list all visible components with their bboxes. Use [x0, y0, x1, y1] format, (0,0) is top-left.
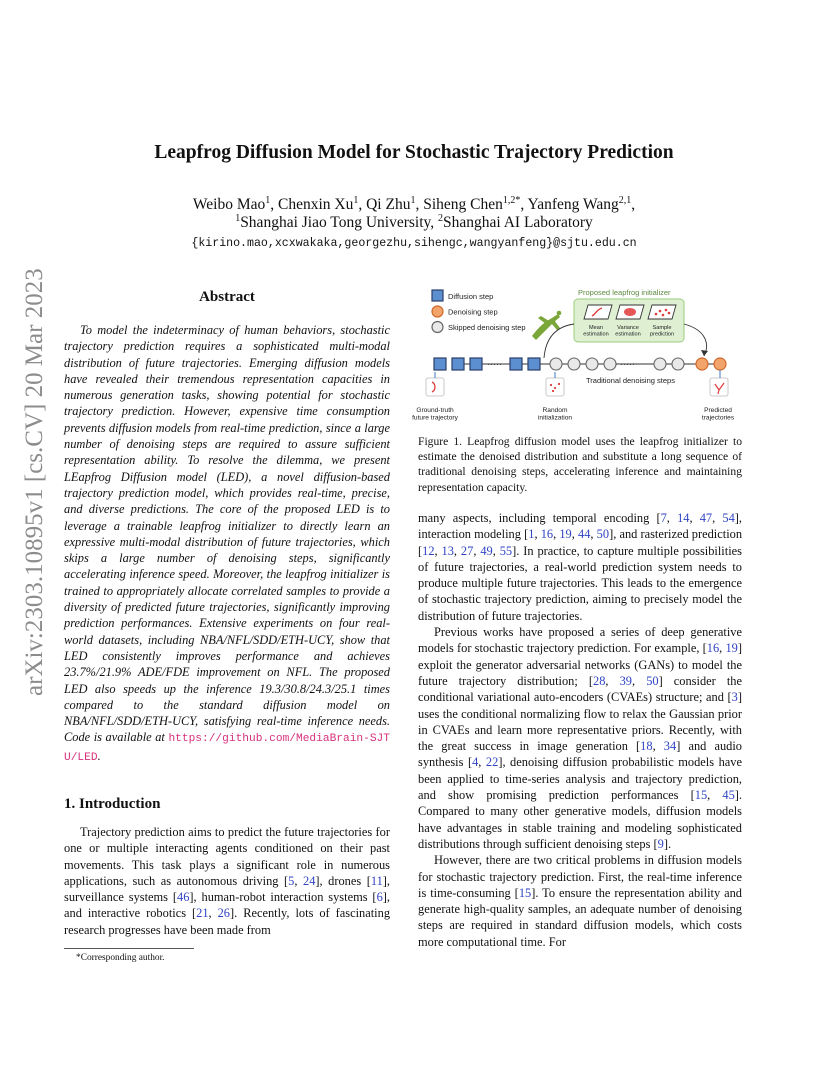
citation-link[interactable]: 15 [518, 885, 532, 900]
text-run: , [719, 641, 726, 656]
text-run: , [294, 873, 303, 888]
body-paragraph-1 [418, 510, 742, 624]
body-paragraph-2 [418, 624, 742, 852]
text-run: ], denoising diffusion probabilistic models have been applied to time-series analysis and trajectory prediction, and show promising prediction performances [ [418, 755, 742, 803]
text-run: , [473, 543, 481, 558]
abstract-body [64, 322, 390, 766]
text-run: ]. In practice, to capture multiple possibilities of future trajectories, a real-world prediction system needs to produce multiple future trajectories. This leads to the emergence of stochastic trajectory prediction, aiming to precisely model the distribution of future trajectories. [418, 543, 742, 623]
citation-link[interactable]: 15 [694, 788, 708, 803]
predicted-label: Predicted trajectories [701, 407, 735, 422]
citation-link[interactable]: 14 [677, 511, 690, 525]
arxiv-stamp [14, 268, 50, 700]
affiliation-name: Shanghai Jiao Tong University, [240, 214, 439, 231]
text-run: However, there are two critical problems in diffusion models for stochastic trajectory prediction. First, the real-time inference is time-consuming [ [418, 853, 742, 900]
body-paragraph-3 [418, 852, 742, 950]
citation-link[interactable]: 12 [422, 543, 435, 558]
citation-link[interactable]: 49 [480, 543, 493, 558]
citation-link[interactable]: 11 [370, 873, 383, 888]
text-run: ]. Recently, lots of fascinating research progresses have been made from [64, 906, 391, 937]
sample-prediction-panel [648, 305, 676, 319]
citation-link[interactable]: 39 [619, 673, 632, 688]
legend-skipped-label: Skipped denoising step [448, 323, 526, 332]
citation-link[interactable]: 44 [578, 527, 591, 542]
citation-link[interactable]: 19 [725, 641, 738, 656]
text-run: ], and interactive robotics [ [64, 890, 390, 921]
paper-title: Leapfrog Diffusion Model for Stochastic Trajectory Prediction [154, 142, 674, 163]
skipped-step [604, 358, 616, 370]
affiliation-list [0, 214, 828, 232]
text-run: ], interaction modeling [ [418, 511, 742, 542]
footnote: *Corresponding author. [76, 953, 165, 963]
text-run: ] exploit the generator adversarial networks (GANs) to model the future trajectory distribution; [ [418, 641, 742, 688]
legend-denoising-swatch [432, 306, 443, 317]
text-run: , [453, 543, 461, 558]
initializer-title: Proposed leapfrog initializer [578, 288, 671, 297]
author-affiliation-mark: 1,2* [502, 194, 521, 206]
author-name: Qi Zhu [366, 196, 411, 213]
text-run: , [689, 511, 700, 525]
citation-link[interactable]: 19 [559, 527, 572, 542]
diffusion-step [510, 358, 522, 370]
text-run: , [605, 673, 620, 688]
skipped-step [550, 358, 562, 370]
author-name: Siheng Chen [423, 196, 503, 213]
figure-1 [412, 284, 744, 430]
skipped-step [654, 358, 666, 370]
citation-link[interactable]: 6 [376, 890, 383, 905]
author-name: Chenxin Xu [278, 196, 354, 213]
text-run: , [632, 673, 647, 688]
text-run: ] uses the conditional normalizing flow to relax the Gaussian prior in CVAEs and learn more representative priors. Recently, with the great success in image generation [ [418, 690, 742, 754]
intro-paragraph-1 [64, 824, 390, 938]
text-run: Previous works have proposed a series of deep generative models for stochastic trajectory prediction. For example, [ [418, 625, 742, 656]
right-column-body [418, 510, 742, 950]
text-run: , [666, 511, 678, 525]
text-run: , [434, 543, 442, 558]
citation-link[interactable]: 47 [699, 511, 713, 525]
legend-diffusion-swatch [432, 290, 443, 301]
code-link[interactable]: https://github.com/MediaBrain-SJTU/LED [64, 733, 390, 764]
initializer-input-arrow [544, 324, 574, 358]
figure-1-diagram [412, 284, 744, 430]
citation-link[interactable]: 13 [441, 543, 454, 558]
author-affiliation-mark: 1 [353, 194, 359, 206]
legend-denoising-label: Denoising step [448, 307, 498, 317]
citation-link[interactable]: 46 [177, 890, 190, 905]
text-run: , [590, 527, 597, 542]
author-affiliation-mark: 1 [265, 194, 271, 206]
text-run: ] consider the conditional variational auto-encoders (CVAEs) structure; and [ [418, 673, 742, 705]
citation-link[interactable]: 34 [663, 739, 677, 754]
author-affiliation-mark: 1 [410, 194, 416, 206]
citation-link[interactable]: 24 [303, 873, 316, 888]
citation-link[interactable]: 50 [596, 527, 610, 542]
affiliation-name: Shanghai AI Laboratory [443, 214, 593, 231]
text-run: , [478, 755, 486, 770]
diffusion-ellipsis: ····· [487, 359, 502, 369]
abstract-heading: Abstract [199, 289, 255, 305]
sample-prediction-label: Sample prediction [649, 325, 675, 338]
text-run: ] and audio synthesis [ [418, 739, 742, 770]
text-run: , [553, 527, 560, 542]
text-run: ]. [663, 836, 672, 851]
text-run: , [707, 788, 723, 803]
text-run: Trajectory prediction aims to predict the future trajectories for one or multiple interacting agents conditioned on their past movements. This task plays a significant role in numerous applications, such as autonomous driving [ [64, 825, 390, 888]
skipped-step [672, 358, 684, 370]
citation-link[interactable]: 22 [485, 755, 499, 770]
text-run: many aspects, including temporal encoding [ [418, 511, 661, 525]
legend-diffusion-label: Diffusion step [448, 292, 494, 301]
author-name: Yanfeng Wang [527, 196, 619, 213]
affiliation-mark: 1 [235, 212, 241, 224]
intro-heading: 1. Introduction [64, 796, 161, 812]
author-affiliation-mark: 2,1 [618, 194, 632, 206]
citation-link[interactable]: 7 [660, 511, 667, 525]
abstract-text: To model the indeterminacy of human behaviors, stochastic trajectory prediction requires a sophisticated multi-modal distribution of future trajectories. Emerging diffusion models have revealed their tremendous representation capacities in numerous generation tasks, showing potential for stochastic trajectory prediction. However, expensive time consumption prevents diffusion models from real-time prediction, since a large number of denoising steps are required to assure sufficient representation ability. To resolve the dilemma, we present LEapfrog Diffusion model (LED), a novel diffusion-based trajectory prediction model, which provides real-time, precise, and diverse predictions. The core of the proposed LED is to leverage a trainable leapfrog initializer to directly learn an expressive multi-modal distribution of future trajectories, which skips a large number of denoising steps, significantly accelerating inference speed. Moreover, the leapfrog initializer is trained to appropriately allocate correlated samples to provide a diversity of predicted future trajectories, significantly improving prediction performances. Extensive experiments on four real-world datasets, including NBA/NFL/SDD/ETH-UCY, show that LED consistently improves performance and achieves 23.7%/21.9% ADE/FDE improvement on NFL. The proposed LED also speeds up the inference 19.3/30.8/24.3/25.1 times compared to the standard diffusion model on NBA/NFL/SDD/ETH-UCY, satisfying real-time inference needs. Code is available at [64, 323, 390, 745]
diffusion-step [528, 358, 540, 370]
affiliation-mark: 2 [438, 212, 444, 224]
arxiv-stamp-text: arXiv:2303.10895v1 [cs.CV] 20 Mar 2023 [21, 268, 48, 696]
author-emails: {kirino.mao,xcxwakaka,georgezhu,sihengc,wangyanfeng}@sjtu.edu.cn [191, 237, 637, 250]
citation-link[interactable]: 16 [540, 527, 554, 542]
text-run: , [492, 543, 500, 558]
legend-skipped-swatch [432, 322, 443, 333]
denoising-step [714, 358, 726, 370]
citation-link[interactable]: 27 [460, 543, 474, 558]
skipped-ellipsis: ····· [620, 359, 635, 369]
author-name: Weibo Mao [192, 196, 266, 213]
text-run: ]. Compared to many other generative models, diffusion models have advantages in stable training and modeling sophisticated distributions through sufficient denoising steps [ [418, 788, 742, 851]
predicted-thumbnail [710, 378, 728, 396]
text-run: ], human-robot interaction systems [ [189, 890, 377, 905]
random-init-label: Random initialization [537, 407, 573, 422]
text-run: , [712, 511, 723, 525]
author-list: Weibo Mao$^1$, Chenxin Xu$^1$, Qi Zhu$^1$, Siheng Chen$^{1,2*}$, Yanfeng Wang$^{2,1}$, [192, 194, 636, 213]
citation-link[interactable]: 9 [657, 836, 664, 851]
footnote-divider [64, 948, 194, 949]
citation-link[interactable]: 3 [731, 690, 738, 705]
citation-link[interactable]: 18 [640, 739, 653, 754]
skipped-step [568, 358, 580, 370]
citation-link[interactable]: 1 [528, 527, 535, 542]
denoising-step [696, 358, 708, 370]
text-run: ], and rasterized prediction [ [418, 527, 743, 558]
diffusion-step [434, 358, 446, 370]
citation-link[interactable]: 50 [646, 673, 659, 688]
citation-link[interactable]: 55 [499, 543, 513, 558]
text-run: , [571, 527, 579, 542]
variance-blob-icon [624, 308, 636, 316]
citation-link[interactable]: 16 [706, 641, 720, 656]
frog-icon [532, 311, 561, 340]
traditional-denoising-label: Traditional denoising steps [586, 376, 675, 385]
text-run: , [652, 739, 664, 754]
diffusion-step [470, 358, 482, 370]
diffusion-step [452, 358, 464, 370]
text-run: , [534, 527, 541, 542]
citation-link[interactable]: 21 [196, 906, 209, 921]
citation-link[interactable]: 54 [722, 511, 735, 525]
citation-link[interactable]: 26 [217, 906, 230, 921]
variance-estimation-label: Variance estimation [615, 325, 641, 338]
figure-1-caption: Figure 1. Leapfrog diffusion model uses the leapfrog initializer to estimate the denoised distribution and substitute a long sequence of traditional denoising steps, accelerating inference and maintaining representation capacity. [418, 435, 742, 494]
mean-estimation-label: Mean estimation [583, 325, 609, 338]
citation-link[interactable]: 4 [472, 755, 479, 770]
text-run: ], surveillance systems [ [64, 873, 391, 905]
text-run: ]. To ensure the representation ability and generate high-quality samples, an adequate number of denoising steps are required in standard diffusion models, which costs more computational time. For [418, 885, 742, 949]
text-run: , [208, 906, 218, 921]
citation-link[interactable]: 28 [593, 673, 606, 688]
mean-estimation-panel [584, 305, 612, 319]
ground-truth-label: Ground-truth future trajectory [412, 407, 458, 422]
abstract-end: . [97, 748, 101, 763]
citation-link[interactable]: 5 [288, 873, 295, 888]
text-run: ], drones [ [315, 873, 371, 888]
citation-link[interactable]: 45 [722, 788, 735, 803]
skipped-step [586, 358, 598, 370]
